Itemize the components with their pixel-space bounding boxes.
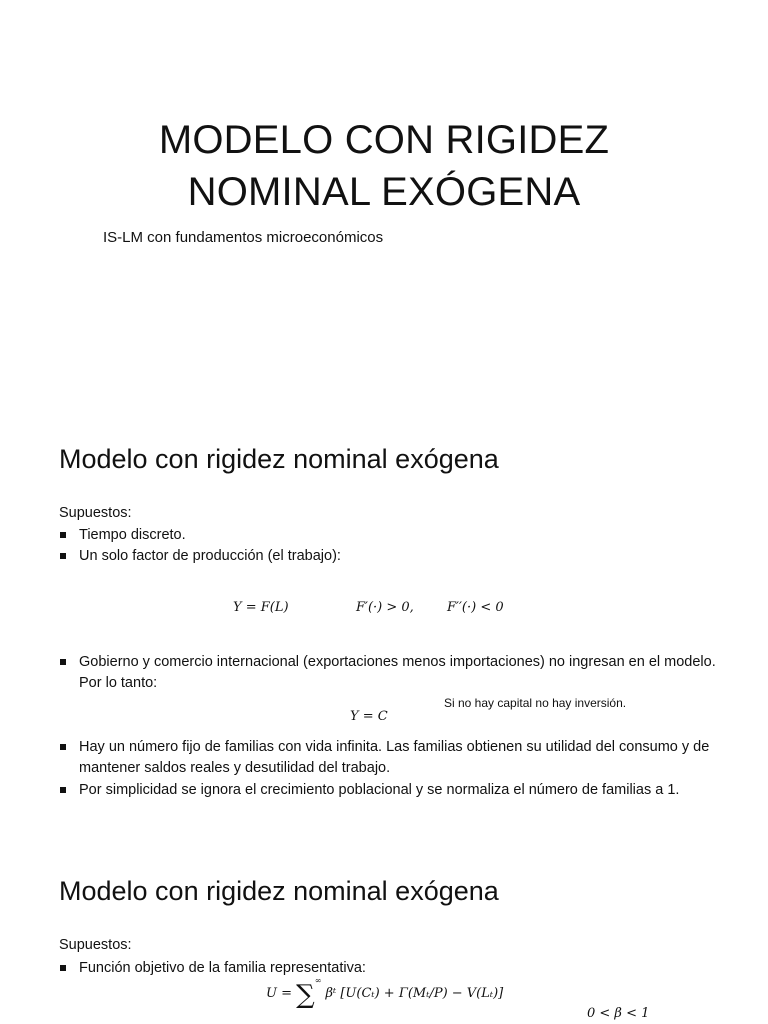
eq-utility: U = ∑∞ βᵗ [U(Cₜ) + Γ(Mₜ/P) − V(Lₜ)] (266, 976, 504, 1010)
slide1-subtitle: IS-LM con fundamentos microeconómicos (103, 229, 384, 246)
slide3-bullet-1: Función objetivo de la familia representativa: (59, 958, 719, 979)
slide2-note: Si no hay capital no hay inversión. (444, 696, 627, 710)
slide1-title-line2: NOMINAL EXÓGENA (187, 170, 581, 214)
eq-yc: Y = C (350, 709, 388, 724)
slide2-supuestos-label: Supuestos: (59, 505, 132, 521)
eq-fsecond: F′′(·) < 0 (447, 600, 504, 615)
bullet-square-icon (60, 965, 66, 971)
slide3-heading: Modelo con rigidez nominal exógena (59, 876, 499, 906)
eq-utility-body: βᵗ [U(Cₜ) + Γ(Mₜ/P) − V(Lₜ)] (325, 986, 504, 1001)
bullet-square-icon (60, 553, 66, 559)
eq-sum-top: ∞ (314, 976, 322, 985)
bullet-square-icon (60, 659, 66, 665)
eq-fprime: F′(·) > 0, (356, 600, 414, 615)
slide2-bullet-4: Hay un número fijo de familias con vida infinita. Las familias obtienen su utilidad del consumo y de mantener saldos reales y desutilidad del trabajo. (59, 737, 719, 779)
slide2-heading: Modelo con rigidez nominal exógena (59, 444, 499, 474)
slide2-bullet-1: Tiempo discreto. (59, 525, 719, 546)
bullet-square-icon (60, 744, 66, 750)
eq-beta: 0 < β < 1 (587, 1006, 650, 1021)
eq-production: Y = F(L) (233, 600, 289, 615)
slide3-supuestos-label: Supuestos: (59, 937, 132, 953)
slide2-bullet-3: Gobierno y comercio internacional (exportaciones menos importaciones) no ingresan en el modelo. Por lo tanto: (59, 652, 719, 694)
bullet-square-icon (60, 787, 66, 793)
slide2-bullet-2: Un solo factor de producción (el trabajo): (59, 546, 719, 567)
slide2-bullet-5: Por simplicidad se ignora el crecimiento poblacional y se normaliza el número de familias a 1. (59, 780, 719, 801)
slide1-title-line1: MODELO CON RIGIDEZ (158, 118, 610, 162)
sigma-icon: ∑ (296, 980, 315, 1010)
bullet-square-icon (60, 532, 66, 538)
